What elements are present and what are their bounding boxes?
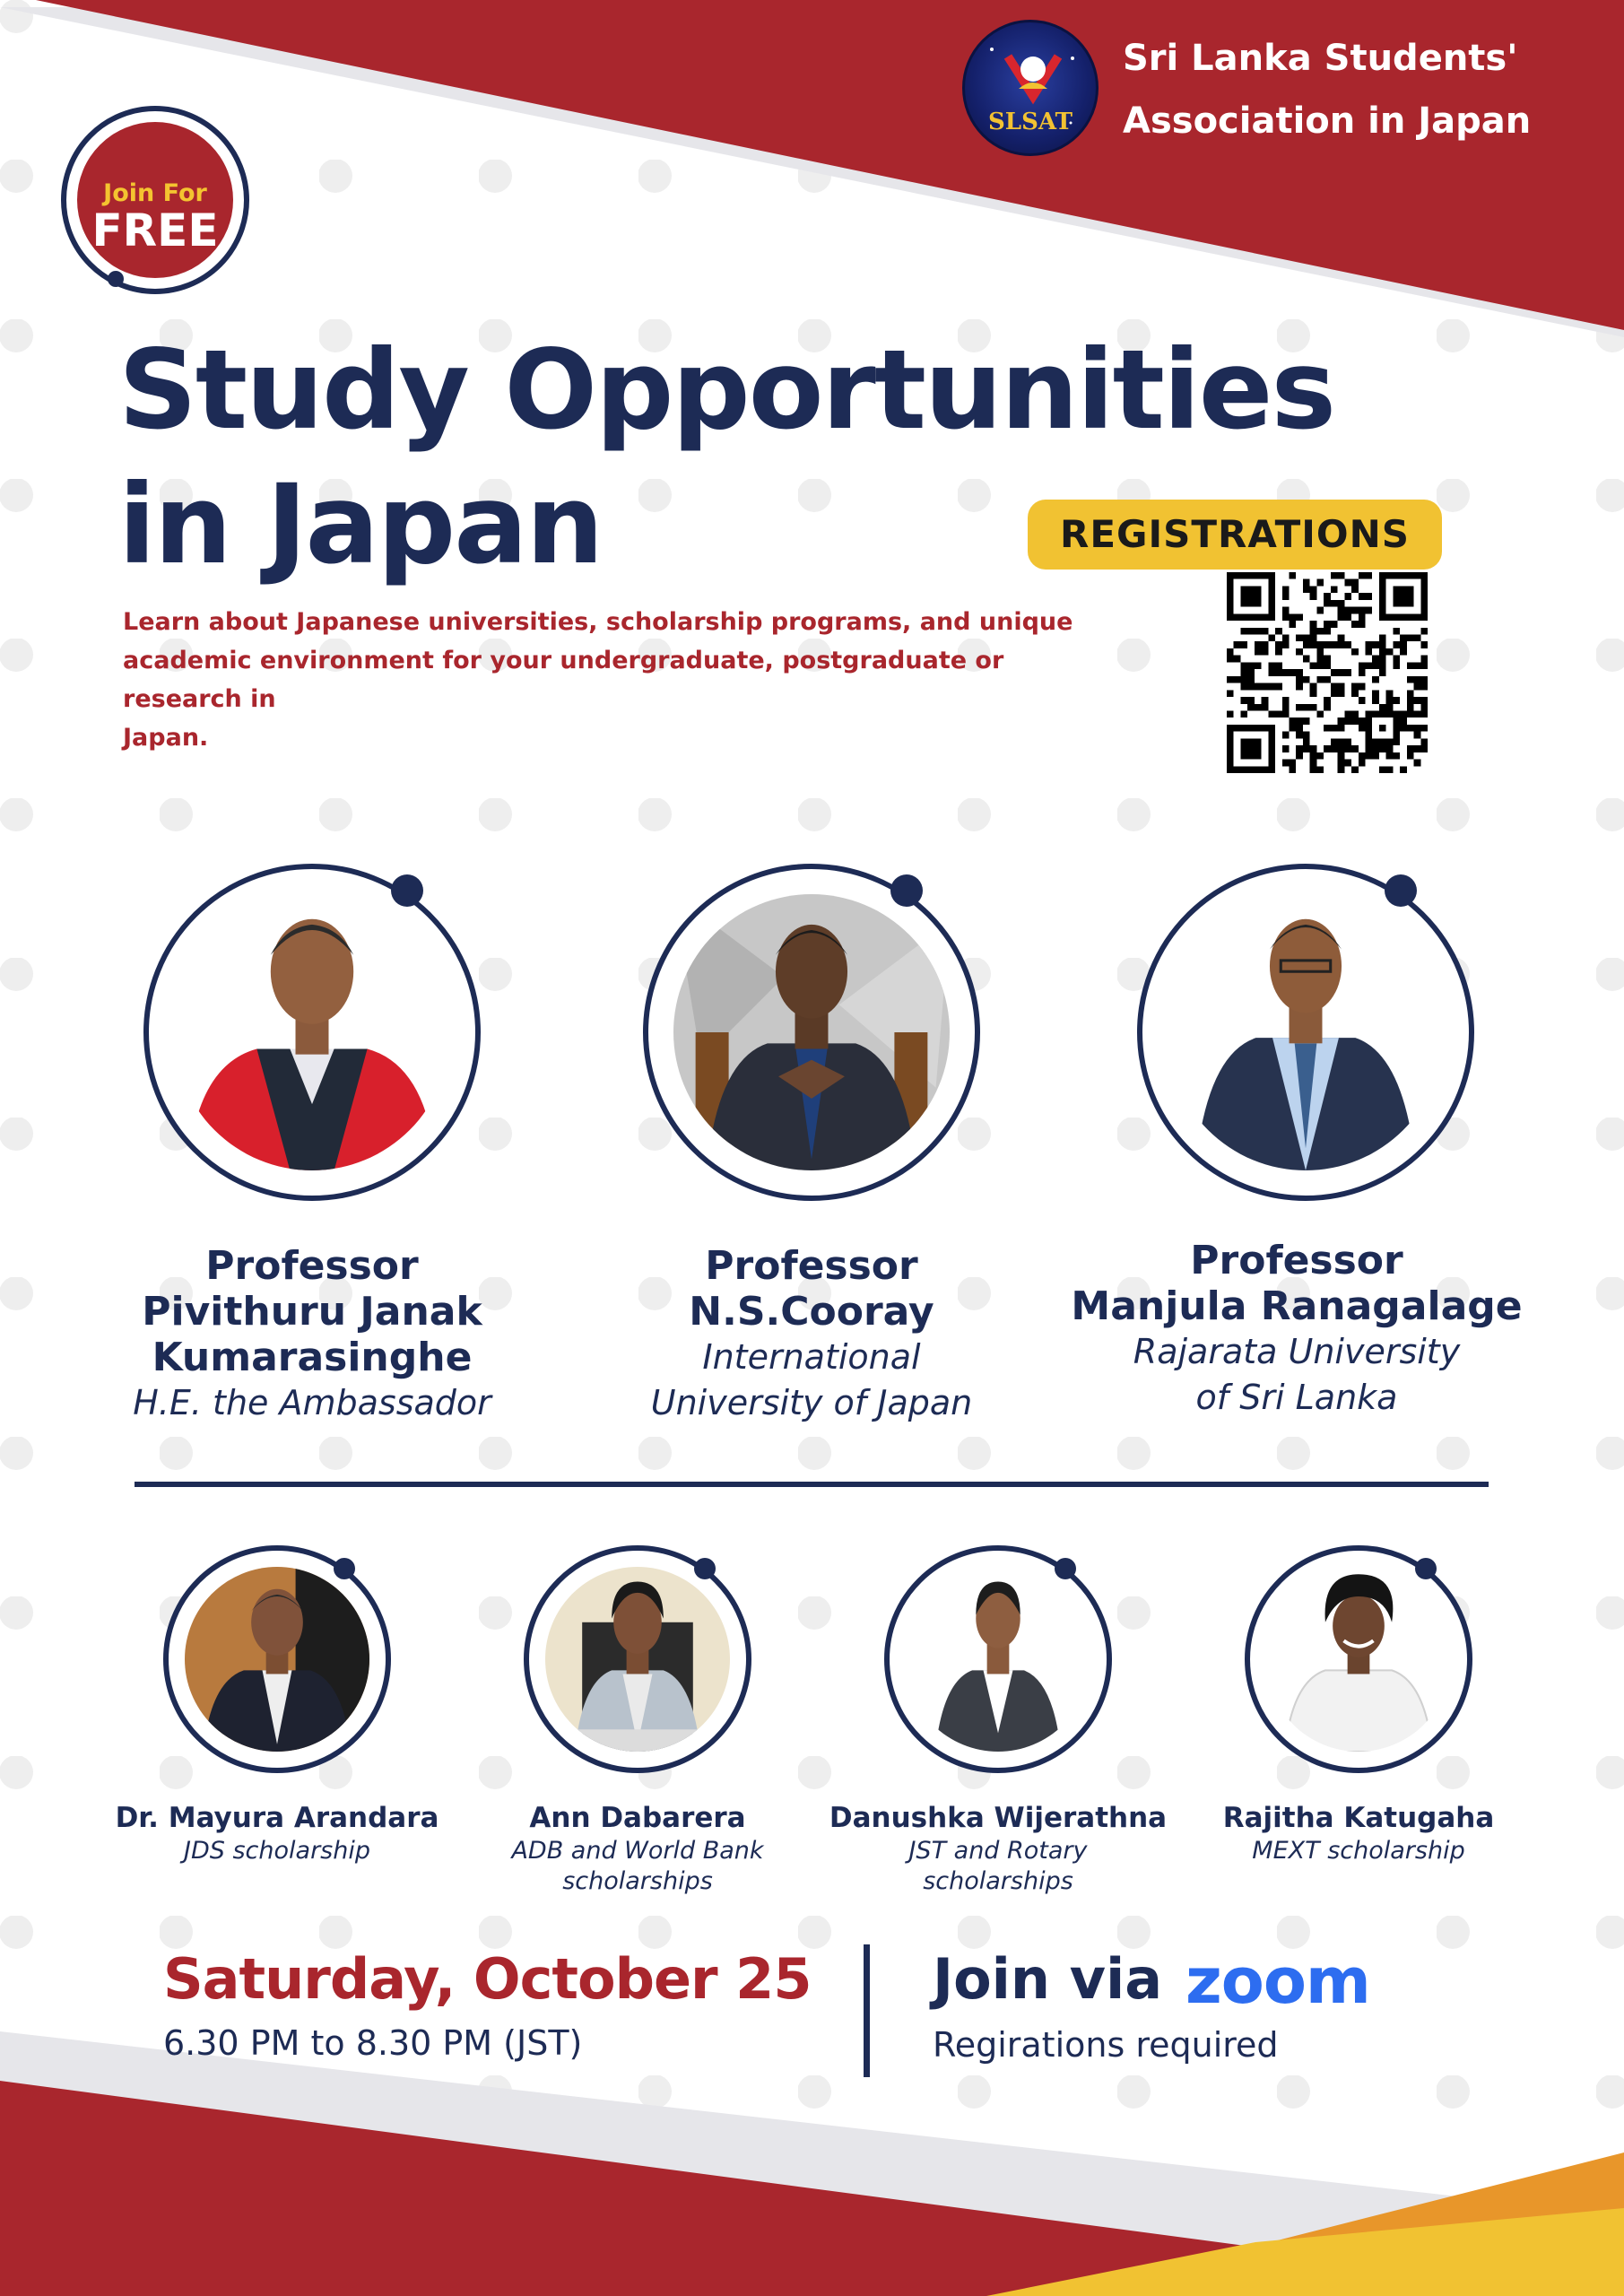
speaker-card-dabarera [458, 1800, 817, 1897]
speaker-photo-kumarasinghe [143, 864, 481, 1201]
speaker-photo-wijerathna [884, 1545, 1112, 1773]
speaker-affiliation: MEXT scholarship [1252, 1837, 1465, 1865]
zoom-logo[interactable]: zoom [1185, 1944, 1370, 2018]
speaker-card-wijerathna [819, 1800, 1177, 1897]
speaker-name: Danushka Wijerathna [829, 1802, 1168, 1834]
speaker-name: Ann Dabarera [529, 1802, 746, 1834]
speaker-card-kumarasinghe [88, 1243, 536, 1426]
description-line2: academic environment for your undergraduate, postgraduate or research in [123, 647, 1004, 713]
slsat-logo [962, 20, 1099, 156]
speaker-card-katugaha [1179, 1800, 1538, 1866]
speaker-photo-ranagalage [1137, 864, 1474, 1201]
speaker-name: Rajitha Katugaha [1222, 1802, 1495, 1834]
speaker-photo-dabarera [524, 1545, 751, 1773]
speaker-card-cooray [587, 1243, 1036, 1426]
description-line3: Japan. [123, 724, 209, 752]
speaker-affiliation: International University of Japan [650, 1337, 973, 1422]
speaker-affiliation: JST and Rotary scholarships [908, 1837, 1088, 1895]
speaker-card-arandara [98, 1800, 456, 1866]
badge-dot [108, 271, 124, 287]
speaker-card-ranagalage [1046, 1238, 1548, 1421]
speaker-photo-arandara [163, 1545, 391, 1773]
speaker-name: Professor Pivithuru Janak Kumarasinghe [142, 1243, 482, 1380]
speaker-name: Professor N.S.Cooray [689, 1243, 934, 1335]
speaker-affiliation: Rajarata University of Sri Lanka [1133, 1332, 1461, 1417]
speaker-affiliation: JDS scholarship [184, 1837, 370, 1865]
section-divider [135, 1482, 1489, 1487]
speaker-affiliation: H.E. the Ambassador [133, 1383, 491, 1422]
registration-qr-code[interactable] [1227, 572, 1428, 773]
speaker-photo-cooray [643, 864, 980, 1201]
org-name-line2: Association in Japan [1123, 100, 1532, 142]
badge-main-text: FREE [91, 204, 219, 257]
registration-note: Regirations required [933, 2025, 1279, 2065]
speaker-photo-katugaha [1245, 1545, 1472, 1773]
description-line1: Learn about Japanese universities, scholarship programs, and unique [123, 608, 1073, 636]
event-description [123, 603, 1127, 757]
join-via-label: Join via [933, 1946, 1163, 2012]
title-line2: in Japan [118, 461, 603, 588]
registrations-label: REGISTRATIONS [1028, 500, 1442, 570]
speaker-name: Professor Manjula Ranagalage [1071, 1238, 1523, 1329]
organization-name [1123, 27, 1589, 152]
event-date: Saturday, October 25 [163, 1946, 812, 2012]
org-name-line1: Sri Lanka Students' [1123, 38, 1518, 79]
speaker-affiliation: ADB and World Bank scholarships [511, 1837, 764, 1895]
footer-divider [864, 1944, 870, 2077]
join-free-badge [61, 106, 249, 294]
badge-top-text: Join For [103, 179, 207, 207]
title-line1: Study Opportunities [118, 326, 1335, 454]
speaker-name: Dr. Mayura Arandara [115, 1802, 439, 1834]
logo-text: SLSAT [988, 109, 1073, 135]
event-time: 6.30 PM to 8.30 PM (JST) [163, 2023, 583, 2063]
